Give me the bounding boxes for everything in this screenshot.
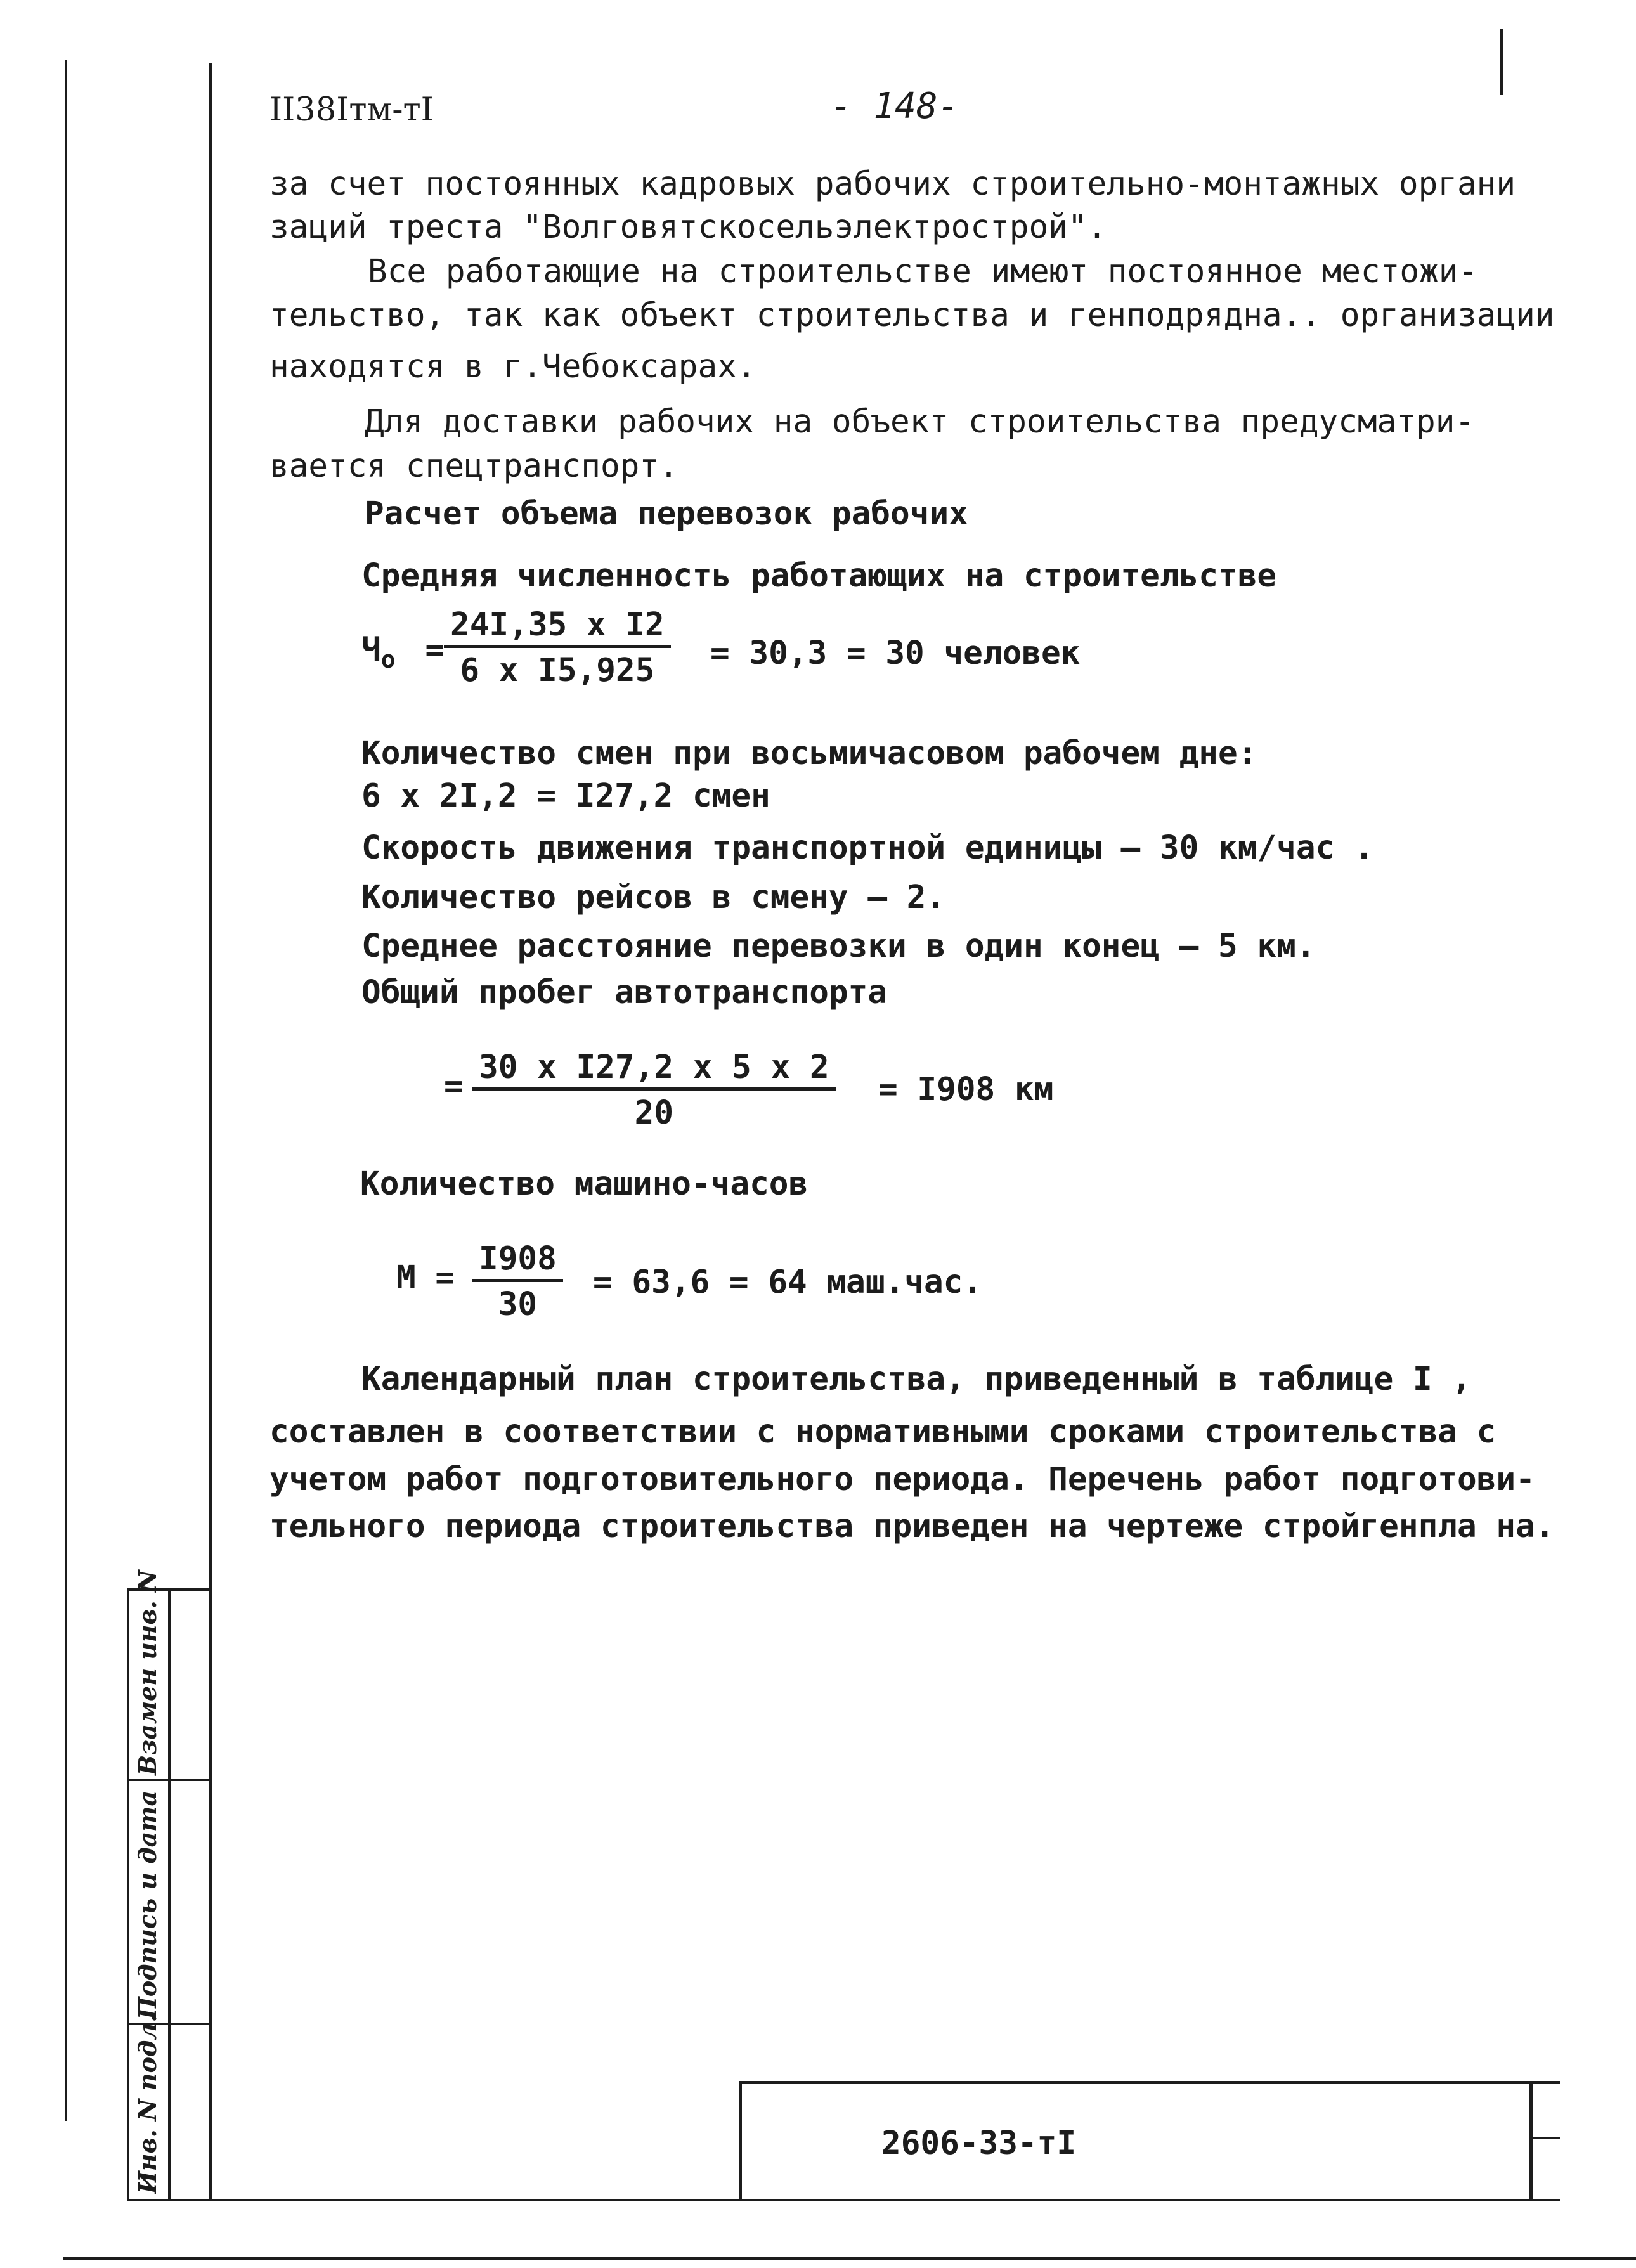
formula3-result: = 63,6 = 64 маш.час. (593, 1264, 983, 1301)
stamp-right-tick (1529, 2137, 1560, 2139)
formula2-result: = I908 км (878, 1071, 1054, 1108)
frame-bottom-border (127, 2199, 1560, 2201)
closing-line-2: составлен в соответствии с нормативными сроками строительства с (269, 1413, 1496, 1451)
formula1-lhs-sub: о (380, 645, 396, 674)
formula1-lhs: $Ч_о$ = (361, 632, 445, 674)
formula3-lhs: М = (396, 1259, 455, 1297)
formula1-denominator: 6 х I5,925 (460, 652, 655, 689)
body-line-6: Для доставки рабочих на объект строительства предусматри- (365, 403, 1475, 441)
side-stamp-div1 (127, 1779, 211, 1781)
machine-hours-label: Количество машино-часов (360, 1165, 808, 1203)
body-line-7: вается спецтранспорт. (269, 448, 678, 485)
closing-line-4: тельного периода строительства приведен на чертеже стройгенпла на. (269, 1508, 1555, 1545)
outer-left-line (65, 60, 67, 2121)
formula3-numerator: I908 (472, 1243, 563, 1282)
formula2-eq: = (444, 1068, 464, 1105)
body-line-4: тельство, так как объект строительства и генподрядна.. организации (269, 297, 1555, 334)
formula2-denominator: 20 (634, 1094, 674, 1132)
side-stamp-middle (168, 1588, 171, 2200)
formula1-eq: = (425, 632, 445, 669)
stamp-left-border (739, 2081, 742, 2200)
stamp-code: 2606-33-тI (881, 2125, 1077, 2162)
formula3-denominator: 30 (498, 1286, 538, 1323)
speed-line: Скорость движения транспортной единицы – 30 км/час . (361, 829, 1374, 867)
closing-line-3: учетом работ подготовительного периода. Перечень работ подготови- (269, 1461, 1535, 1498)
doc-code: II38Iтм-тI (269, 91, 434, 129)
avg-workers-label: Средняя численность работающих на строительстве (361, 557, 1277, 595)
replaced-inv-label: Взамен инв. N (133, 1570, 162, 1775)
distance-line: Среднее расстояние перевозки в один конец – 5 км. (361, 928, 1316, 965)
body-line-1: за счет постоянных кадровых рабочих строительно-монтажных органи (269, 165, 1516, 203)
formula2-numerator: 30 х I27,2 х 5 х 2 (472, 1051, 836, 1091)
body-line-5: находятся в г.Чебоксарах. (269, 348, 756, 386)
inv-no-label: Инв. N подл. (133, 2014, 162, 2194)
formula2-fraction (472, 1049, 836, 1132)
page-bottom-line (63, 2257, 1636, 2260)
heading-transport: Расчет объема перевозок рабочих (365, 495, 968, 533)
formula1-result: = 30,3 = 30 человек (710, 635, 1081, 672)
stamp-right-divider (1529, 2081, 1533, 2200)
frame-left-border (209, 63, 212, 2201)
top-right-mark (1500, 29, 1503, 95)
formula1-fraction (444, 606, 671, 689)
body-line-2: заций треста "Волговятскосельэлектрострой". (269, 209, 1107, 246)
shifts-calc: 6 х 2I,2 = I27,2 смен (361, 777, 770, 815)
closing-line-1: Календарный план строительства, приведенный в таблице I , (361, 1361, 1472, 1398)
page-number: - 148- (831, 86, 959, 127)
trips-line: Количество рейсов в смену – 2. (361, 879, 946, 916)
sign-date-label: Подпись и дата (133, 1790, 162, 2019)
shifts-label: Количество смен при восьмичасовом рабочем дне: (361, 735, 1257, 772)
mileage-label: Общий пробег автотранспорта (361, 974, 888, 1011)
side-stamp-left (127, 1588, 129, 2200)
formula3-fraction (472, 1240, 563, 1323)
formula1-numerator: 24I,35 х I2 (444, 609, 671, 648)
body-line-3: Все работающие на строительстве имеют постоянное местожи- (368, 253, 1478, 290)
stamp-top-border (739, 2081, 1560, 2084)
